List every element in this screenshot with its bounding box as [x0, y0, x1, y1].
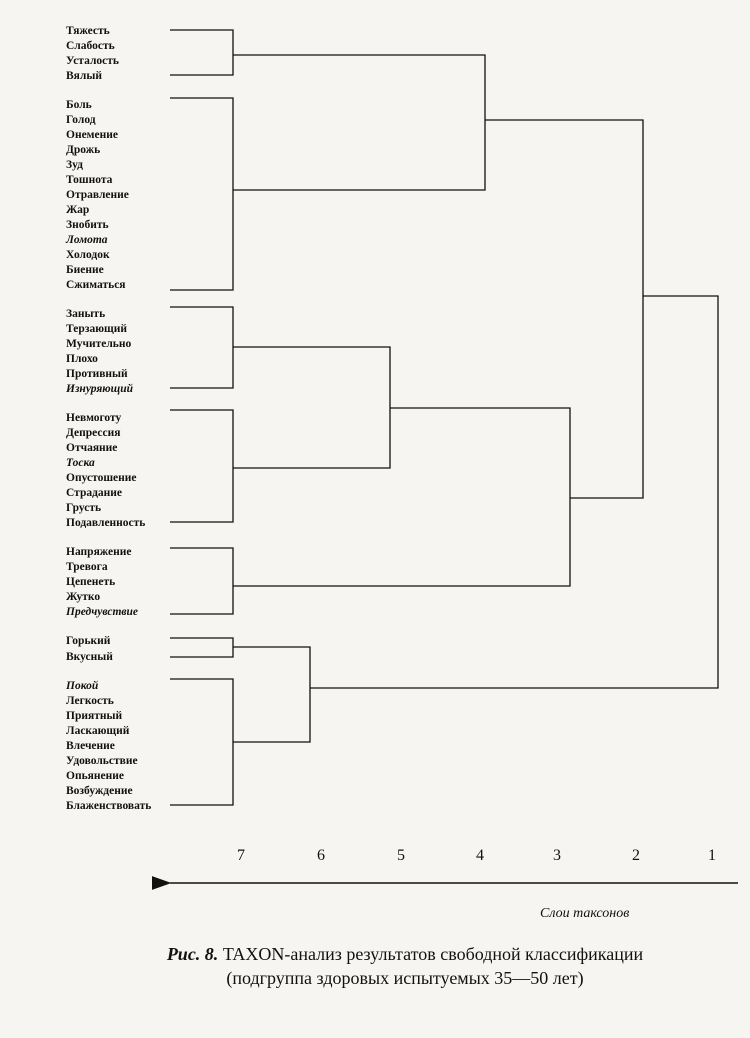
leaf-label: Вкусный	[66, 651, 113, 663]
leaf-label: Жутко	[66, 591, 101, 603]
leaf-label: Тяжесть	[66, 25, 110, 37]
leaf-label: Напряжение	[66, 546, 132, 558]
leaf-label: Отравление	[66, 189, 129, 201]
leaf-label: Дрожь	[66, 144, 101, 156]
leaf-label: Холодок	[66, 249, 110, 261]
leaf-label: Тошнота	[66, 174, 113, 186]
leaf-label: Опьянение	[66, 770, 124, 782]
figure-number: Рис. 8.	[166, 944, 219, 964]
leaf-label: Онемение	[66, 129, 118, 141]
leaf-label: Терзающий	[66, 323, 127, 335]
cluster-bracket-depression	[170, 410, 233, 522]
merge-negative-anxiety	[233, 408, 570, 586]
leaf-label: Изнуряющий	[66, 383, 134, 395]
leaf-label: Грусть	[66, 502, 102, 514]
caption-line-1: TAXON-анализ результатов свободной классификации	[218, 944, 644, 964]
figure-caption	[60, 942, 750, 990]
layer-number: 4	[476, 847, 484, 864]
cluster-bracket-taste	[170, 638, 233, 657]
leaf-label: Легкость	[66, 695, 114, 707]
leaf-label: Опустошение	[66, 472, 137, 484]
layer-number: 7	[237, 847, 245, 864]
layer-number: 5	[397, 847, 405, 864]
layer-numbers	[237, 847, 716, 864]
leaf-label: Подавленность	[66, 517, 146, 529]
merge-fatigue-somatic	[233, 55, 485, 190]
leaf-label: Удовольствие	[66, 755, 138, 767]
leaf-label: Вялый	[66, 70, 102, 82]
leaf-label: Плохо	[66, 353, 98, 365]
leaf-labels	[65, 25, 151, 812]
leaf-label: Приятный	[66, 710, 123, 722]
leaf-label: Слабость	[66, 40, 115, 52]
leaf-label: Боль	[66, 99, 92, 111]
layer-number: 1	[708, 847, 716, 864]
merge-taste-pleasure	[233, 647, 310, 742]
merge-root	[310, 296, 718, 688]
leaf-label: Знобить	[66, 219, 109, 231]
leaf-label: Тоска	[66, 457, 95, 469]
leaf-label: Блаженствовать	[66, 800, 152, 812]
merge-torment-depression	[233, 347, 390, 468]
leaf-label: Возбуждение	[66, 785, 133, 797]
leaf-label: Сжиматься	[66, 279, 126, 291]
leaf-label: Депрессия	[66, 427, 121, 439]
leaf-label: Горький	[66, 635, 111, 647]
axis-caption: Слои таксонов	[540, 906, 630, 921]
dendrogram-links	[170, 30, 718, 805]
leaf-label: Противный	[66, 368, 128, 380]
leaf-label: Ласкающий	[66, 725, 130, 737]
leaf-label: Покой	[66, 680, 99, 692]
cluster-bracket-fatigue	[170, 30, 233, 75]
leaf-label: Влечение	[66, 740, 115, 752]
cluster-bracket-pleasure	[170, 679, 233, 805]
leaf-label: Тревога	[66, 561, 108, 573]
leaf-label: Страдание	[66, 487, 123, 499]
leaf-label: Предчувствие	[66, 606, 139, 618]
merge-upper-blocks	[485, 120, 643, 498]
leaf-label: Голод	[66, 114, 96, 126]
leaf-label: Биение	[66, 264, 104, 276]
leaf-label: Мучительно	[66, 338, 132, 350]
leaf-label: Ломота	[66, 234, 108, 246]
leaf-label: Заныть	[66, 308, 106, 320]
leaf-label: Зуд	[66, 159, 83, 171]
cluster-bracket-somatic	[170, 98, 233, 290]
layer-number: 3	[553, 847, 561, 864]
cluster-bracket-torment	[170, 307, 233, 388]
leaf-label: Невмоготу	[66, 412, 122, 424]
cluster-bracket-anxiety	[170, 548, 233, 614]
layer-number: 2	[632, 847, 640, 864]
leaf-label: Усталость	[66, 55, 119, 67]
layer-number: 6	[317, 847, 325, 864]
leaf-label: Жар	[66, 204, 90, 216]
leaf-label: Отчаяние	[66, 442, 118, 454]
caption-line-2: (подгруппа здоровых испытуемых 35—50 лет)	[226, 968, 584, 988]
leaf-label: Цепенеть	[66, 576, 116, 588]
